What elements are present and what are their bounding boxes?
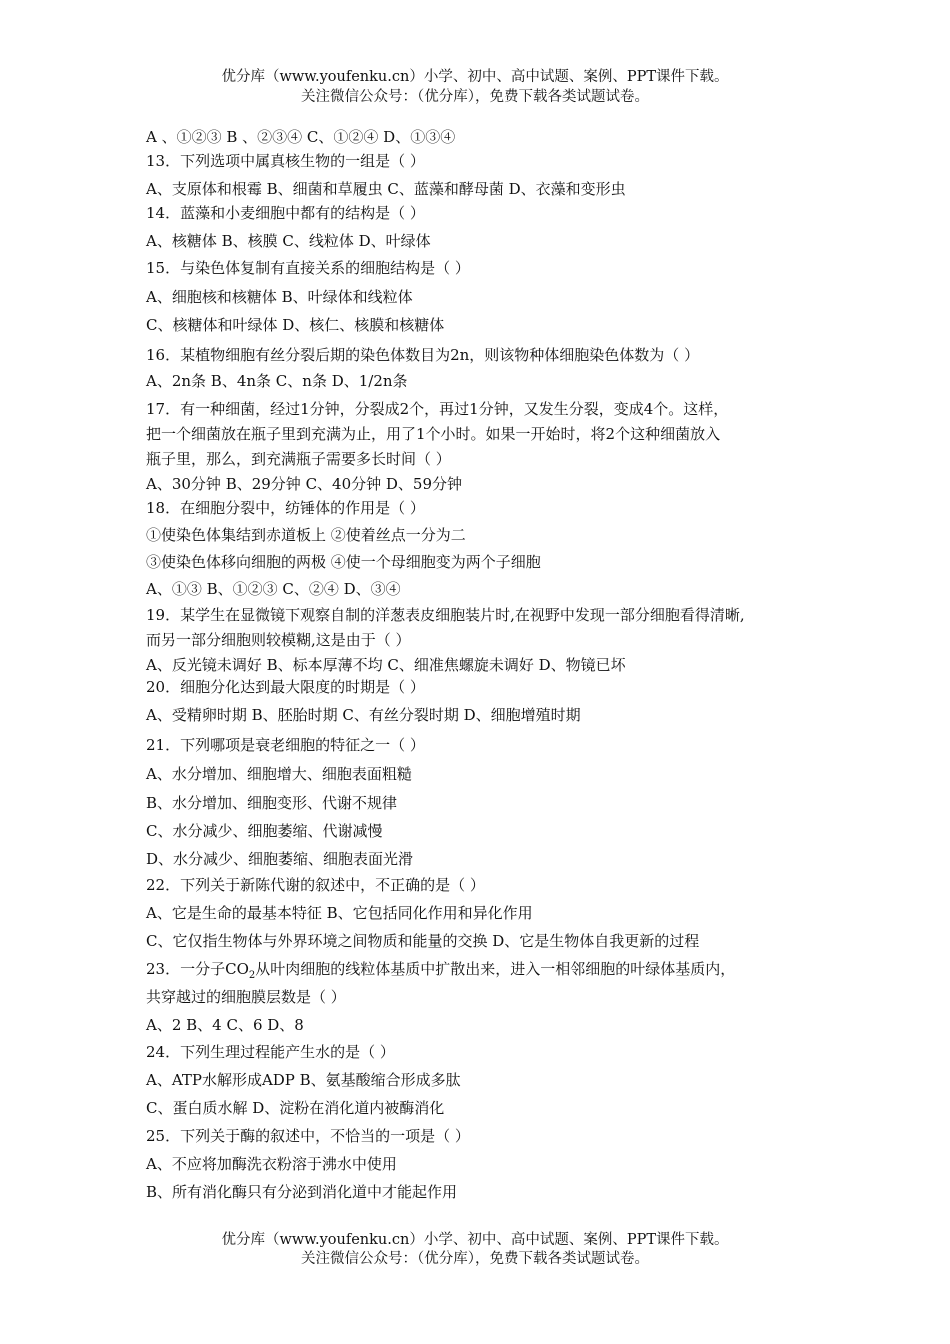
- text-line: A、核糖体 B、核膜 C、线粒体 D、叶绿体: [146, 232, 431, 250]
- question-24: 24．下列生理过程能产生水的是（ ）: [146, 1043, 395, 1061]
- text-line: 瓶子里，那么，到充满瓶子需要多长时间（ ）: [146, 450, 451, 468]
- text-line: A、不应将加酶洗衣粉溶于沸水中使用: [146, 1155, 397, 1173]
- question-17: 17．有一种细菌，经过1分钟，分裂成2个，再过1分钟，又发生分裂，变成4个。这样，: [146, 400, 729, 418]
- footer-line-1: 优分库（www.youfenku.cn）小学、初中、高中试题、案例、PPT课件下载。: [221, 1232, 729, 1248]
- header-line-2: 关注微信公众号：（优分库），免费下载各类试题试卷。: [301, 89, 649, 105]
- text-line: A、2n条 B、4n条 C、n条 D、1/2n条: [146, 372, 408, 390]
- footer-line-2: 关注微信公众号：（优分库），免费下载各类试题试卷。: [301, 1251, 649, 1267]
- text-line: A、支原体和根霉 B、细菌和草履虫 C、蓝藻和酵母菌 D、衣藻和变形虫: [146, 180, 626, 198]
- question-20: 20．细胞分化达到最大限度的时期是（ ）: [146, 678, 425, 696]
- text-line: B、所有消化酶只有分泌到消化道中才能起作用: [146, 1183, 458, 1201]
- text-line: A、受精卵时期 B、胚胎时期 C、有丝分裂时期 D、细胞增殖时期: [146, 706, 581, 724]
- text-line: A 、①②③ B 、②③④ C、①②④ D、①③④: [146, 128, 456, 146]
- text-line: C、它仅指生物体与外界环境之间物质和能量的交换 D、它是生物体自我更新的过程: [146, 932, 700, 950]
- text-line: D、水分减少、细胞萎缩、细胞表面光滑: [146, 850, 414, 868]
- question-14: 14．蓝藻和小麦细胞中都有的结构是（ ）: [146, 204, 425, 222]
- text-line: A、2 B、4 C、6 D、8: [146, 1016, 304, 1034]
- text-line: 共穿越过的细胞膜层数是（ ）: [146, 988, 346, 1006]
- text-line: C、水分减少、细胞萎缩、代谢减慢: [146, 822, 383, 840]
- text-line: A、它是生命的最基本特征 B、它包括同化作用和异化作用: [146, 904, 533, 922]
- text-line: A、ATP水解形成ADP B、氨基酸缩合形成多肽: [146, 1071, 461, 1089]
- question-16: 16．某植物细胞有丝分裂后期的染色体数目为2n，则该物种体细胞染色体数为（ ）: [146, 346, 700, 364]
- question-18: 18．在细胞分裂中，纺锤体的作用是（ ）: [146, 499, 425, 517]
- text-line: ③使染色体移向细胞的两极 ④使一个母细胞变为两个子细胞: [146, 553, 541, 571]
- question-21: 21．下列哪项是衰老细胞的特征之一（ ）: [146, 736, 425, 754]
- text-line: A、30分钟 B、29分钟 C、40分钟 D、59分钟: [146, 475, 463, 493]
- text-line: C、蛋白质水解 D、淀粉在消化道内被酶消化: [146, 1099, 445, 1117]
- text-line: 而另一部分细胞则较模糊,这是由于（ ）: [146, 631, 411, 649]
- text-line: A、细胞核和核糖体 B、叶绿体和线粒体: [146, 288, 413, 306]
- question-19: 19．某学生在显微镜下观察自制的洋葱表皮细胞装片时,在视野中发现一部分细胞看得清晰,: [146, 606, 745, 624]
- text-line: C、核糖体和叶绿体 D、核仁、核膜和核糖体: [146, 316, 445, 334]
- text-line: A、①③ B、①②③ C、②④ D、③④: [146, 580, 401, 598]
- text-line: B、水分增加、细胞变形、代谢不规律: [146, 794, 398, 812]
- text-line: A、反光镜未调好 B、标本厚薄不均 C、细准焦螺旋未调好 D、物镜已坏: [146, 656, 626, 674]
- question-13: 13．下列选项中属真核生物的一组是（ ）: [146, 152, 425, 170]
- text-line: A、水分增加、细胞增大、细胞表面粗糙: [146, 765, 412, 783]
- header-line-1: 优分库（www.youfenku.cn）小学、初中、高中试题、案例、PPT课件下载。: [221, 69, 729, 85]
- question-15: 15．与染色体复制有直接关系的细胞结构是（ ）: [146, 259, 470, 277]
- question-25: 25．下列关于酶的叙述中，不恰当的一项是（ ）: [146, 1127, 470, 1145]
- text-line: ①使染色体集结到赤道板上 ②使着丝点一分为二: [146, 526, 466, 544]
- question-22: 22．下列关于新陈代谢的叙述中，不正确的是（ ）: [146, 876, 485, 894]
- text-line: 把一个细菌放在瓶子里到充满为止，用了1个小时。如果一开始时，将2个这种细菌放入: [146, 425, 721, 443]
- question-23: 23．一分子$CO_2$从叶肉细胞的线粒体基质中扩散出来，进入一相邻细胞的叶绿体基质内，: [146, 960, 736, 981]
